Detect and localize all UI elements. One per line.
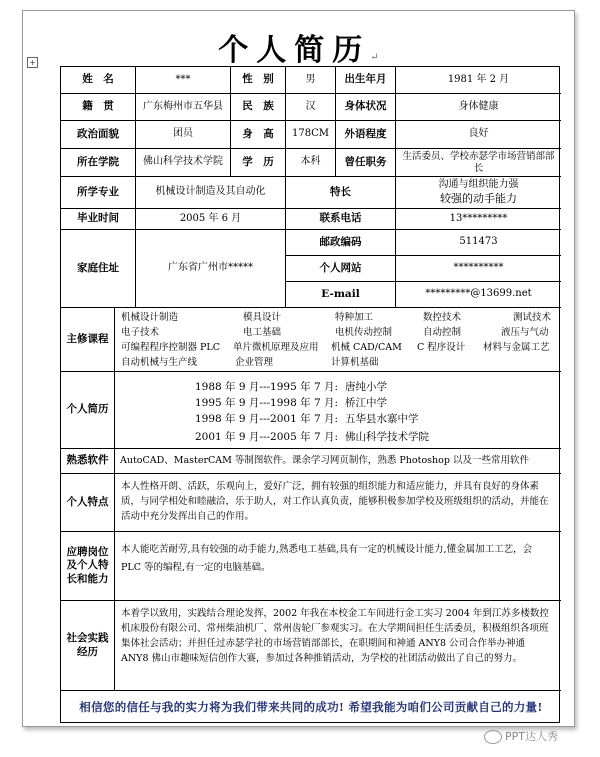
phone-label: 联系电话 [286, 209, 396, 230]
website-value: ********** [396, 256, 561, 282]
table-move-handle-icon[interactable]: + [27, 57, 38, 68]
height-value: 178CM [286, 121, 336, 149]
gender-label: 性 别 [231, 67, 286, 94]
courses-list [115, 309, 561, 371]
course-item: 电子技术 [121, 327, 160, 338]
history-school: 五华县水寨中学 [345, 413, 419, 425]
course-item: 可编程程序控制器 PLC [121, 342, 220, 353]
language-value: 良好 [396, 121, 561, 149]
practice-label [61, 601, 115, 691]
history-row [195, 429, 429, 444]
course-item: 机械设计制造 [121, 312, 179, 323]
positions-value: 生活委员、学校赤瑟学市场营销部部长 [396, 149, 561, 177]
course-item: 机械 CAD/CAM [331, 342, 402, 353]
course-item: 企业管理 [235, 357, 274, 368]
course-item: 测试技术 [513, 312, 552, 323]
specialty-label: 特长 [286, 177, 396, 209]
history-label: 个人简历 [61, 372, 115, 449]
major-label: 所学专业 [61, 177, 136, 209]
software-value: AutoCAD、MasterCAM 等制图软件。课余学习网页制作，熟悉 Photoshop 以及一些常用软件 [115, 449, 561, 474]
specialty-line-1: 沟通与组织能力强 [438, 179, 519, 191]
course-item: 液压与气动 [501, 327, 549, 338]
courses-label: 主修课程 [61, 308, 115, 372]
resume-title: 个人简历↵ [218, 33, 379, 68]
hometown-value: 广东梅州市五华县 [136, 94, 231, 121]
course-item: 电工基础 [243, 327, 282, 338]
ethnicity-value: 汉 [286, 94, 336, 121]
email-value: *********@13699.net [396, 282, 561, 308]
course-item: C 程序设计 [417, 342, 466, 353]
course-item: 数控技术 [423, 312, 462, 323]
specialty-line-2: 较强的动手能力 [440, 191, 517, 205]
resume-table [60, 66, 560, 723]
major-value: 机械设计制造及其自动化 [136, 177, 286, 209]
name-label: 姓 名 [61, 67, 136, 94]
traits-text: 本人性格开朗、活跃，乐观向上，爱好广泛，拥有较强的组织能力和适应能力，并具有良好的身体素质，与同学相处和睦融洽，乐于助人，对工作认真负责，能够积极参加学校及班级组织的活动，并能在活动中充分发挥出自己的作用。 [121, 481, 549, 522]
history-school: 唐纯小学 [345, 381, 387, 393]
practice-text: 本着学以致用，实践结合理论发挥，2002 年我在本校金工车间进行金工实习 2004 年到江苏多楼数控机床股份有限公司、常州柴油机厂、常州齿轮厂参观实习。在大学期间担任生活委员，积极组织各项班集体社会活动；并担任过赤瑟学社的市场营销部部长，在职期间和神通 ANY8 公司合作举办神通 ANY8 佛山市趣味短信创作大赛，参加过各种推销活动，为学校的社团活动做出了自己的努力。 [121, 608, 549, 664]
course-item: 电机传动控制 [335, 327, 393, 338]
history-period: 1988 年 9 月---1995 年 7 月: [195, 381, 339, 393]
health-value: 身体健康 [396, 94, 561, 121]
website-label: 个人网站 [286, 256, 396, 282]
closing-slogan: 相信您的信任与我的实力将为我们带来共同的成功! 希望我能为咱们公司贡献自己的力量! [79, 700, 543, 714]
hometown-label: 籍 贯 [61, 94, 136, 121]
language-label: 外语程度 [336, 121, 396, 149]
history-period: 1998 年 9 月---2001 年 7 月: [195, 413, 339, 425]
practice-label-line: 社会实践 [66, 632, 109, 645]
address-value: 广东省广州市***** [136, 230, 286, 308]
ability-label-line: 及个人特 [66, 559, 109, 572]
course-item: 单片微机原理及应用 [233, 342, 319, 353]
postcode-value: 511473 [396, 230, 561, 256]
course-item: 自动机械与生产线 [121, 357, 198, 368]
history-row [195, 395, 387, 410]
course-item: 自动控制 [423, 327, 462, 338]
degree-label: 学 历 [231, 149, 286, 177]
ability-text: 本人能吃苦耐劳,具有较强的动手能力,熟悉电工基础,具有一定的机械设计能力,懂金属加工工艺，会 PLC 等的编程,有一定的电脑基础。 [121, 544, 533, 573]
height-label: 身 高 [231, 121, 286, 149]
political-label: 政治面貌 [61, 121, 136, 149]
watermark [484, 728, 558, 744]
history-list [115, 373, 561, 448]
traits-label: 个人特点 [61, 474, 115, 532]
history-school: 桥江中学 [345, 397, 387, 409]
course-item: 模具设计 [243, 312, 282, 323]
college-label: 所在学院 [61, 149, 136, 177]
resume-page [22, 10, 575, 727]
postcode-label: 邮政编码 [286, 230, 396, 256]
course-item: 计算机基础 [331, 357, 379, 368]
history-row [195, 411, 419, 426]
email-label: E-mail [286, 282, 396, 308]
course-item: 材料与金属工艺 [483, 342, 550, 353]
history-period: 2001 年 9 月---2005 年 7 月: [195, 431, 339, 443]
address-label: 家庭住址 [61, 230, 136, 308]
course-item: 特种加工 [335, 312, 374, 323]
wechat-icon [484, 730, 502, 744]
college-value: 佛山科学技术学院 [136, 149, 231, 177]
software-label: 熟悉软件 [61, 449, 115, 474]
phone-value: 13********* [396, 209, 561, 230]
practice-label-line: 经历 [77, 645, 98, 658]
ability-label [61, 532, 115, 601]
ethnicity-label: 民 族 [231, 94, 286, 121]
health-label: 身体状况 [336, 94, 396, 121]
course-row [115, 324, 561, 338]
gender-value: 男 [286, 67, 336, 94]
political-value: 团员 [136, 121, 231, 149]
ability-label-line: 长和能力 [66, 572, 109, 585]
course-row [115, 339, 561, 353]
history-period: 1995 年 9 月---1998 年 7 月: [195, 397, 339, 409]
graduation-value: 2005 年 6 月 [136, 209, 286, 230]
specialty-value [396, 177, 561, 209]
graduation-label: 毕业时间 [61, 209, 136, 230]
birth-label: 出生年月 [336, 67, 396, 94]
course-row [115, 309, 561, 323]
degree-value: 本科 [286, 149, 336, 177]
history-school: 佛山科学技术学院 [345, 431, 429, 443]
course-row [115, 354, 561, 368]
name-value: *** [136, 67, 231, 94]
birth-value: 1981 年 2 月 [396, 67, 561, 94]
history-row [195, 379, 387, 394]
ability-label-line: 应聘岗位 [66, 546, 109, 559]
positions-label: 曾任职务 [336, 149, 396, 177]
watermark-text: PPT达人秀 [505, 730, 558, 743]
